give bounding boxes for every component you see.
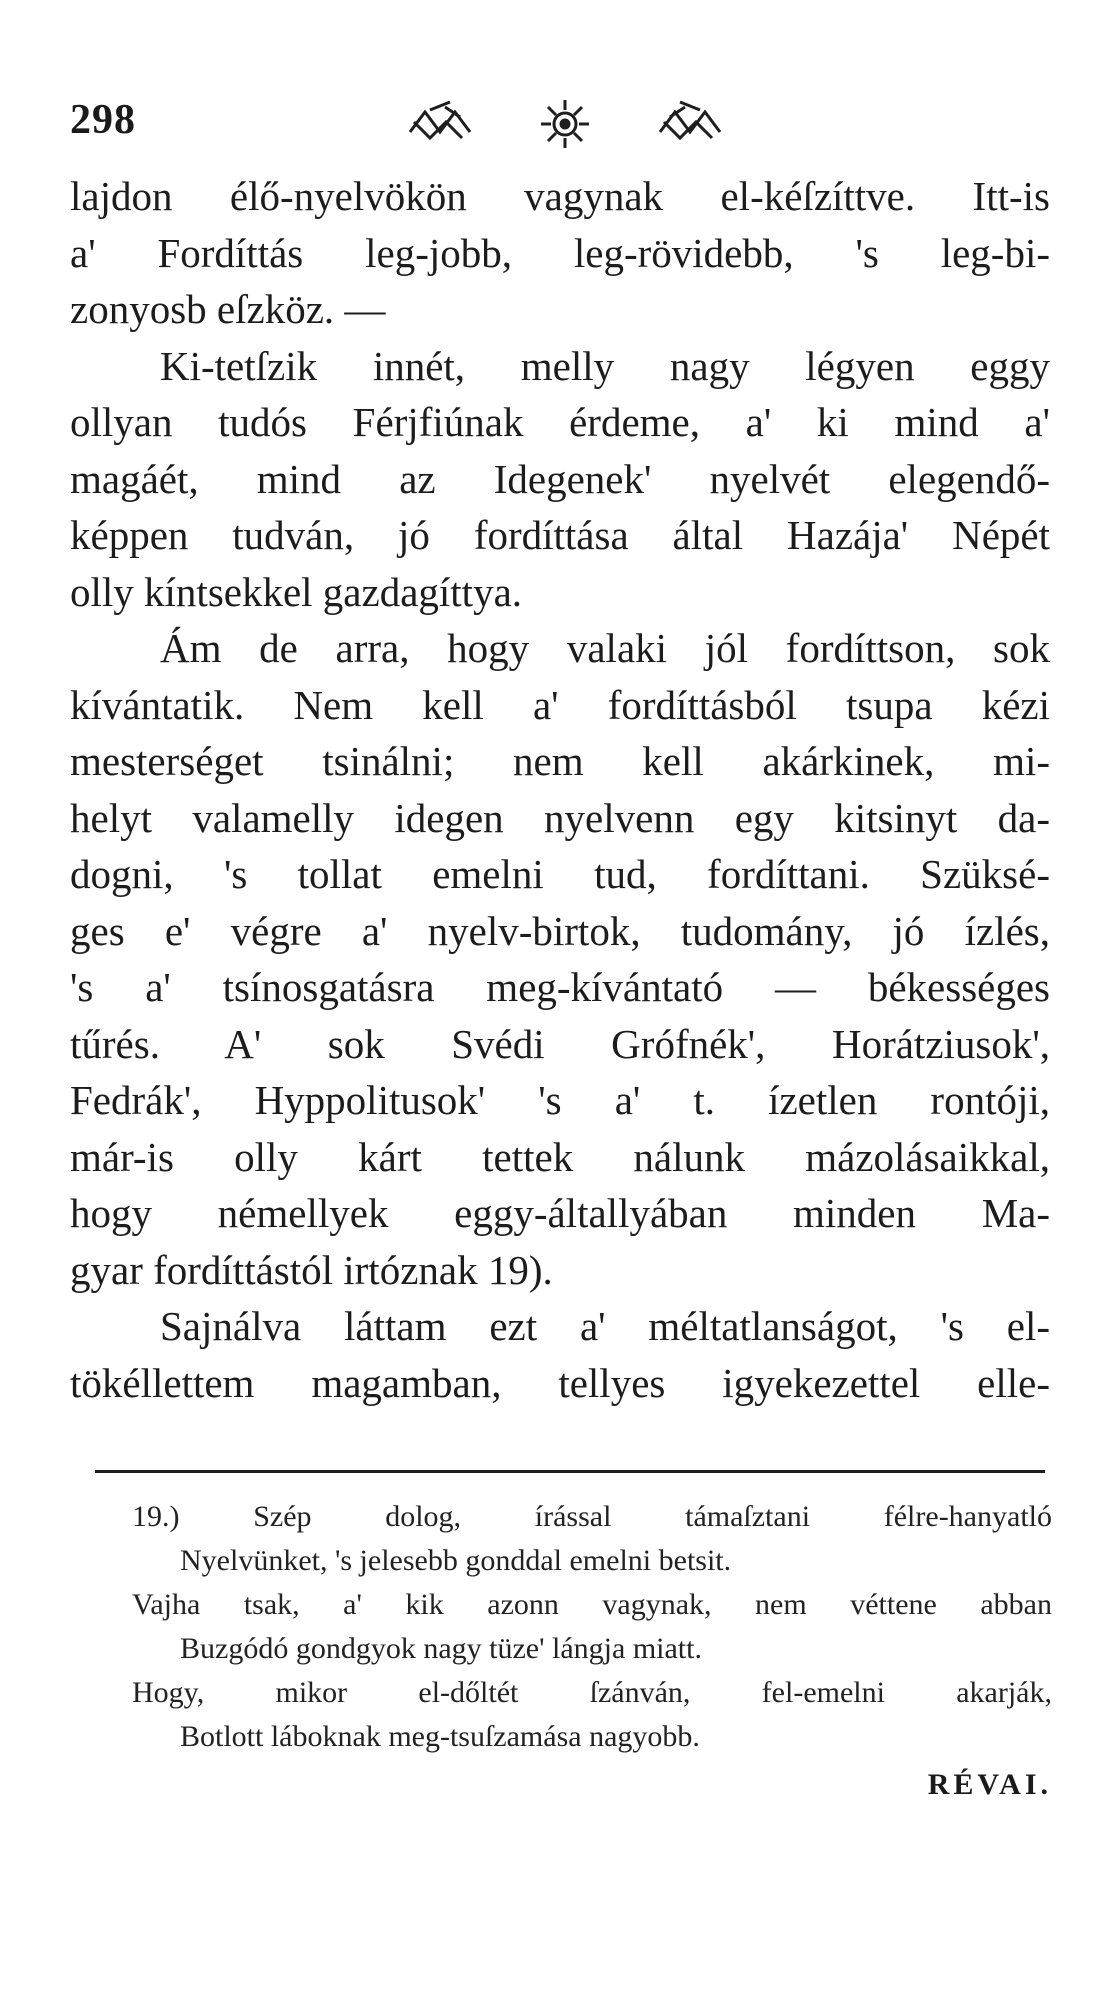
footnote-divider	[95, 1470, 1045, 1473]
text-line: gyar fordíttástól irtóznak 19).	[70, 1246, 553, 1293]
text-line: mesterséget tsinálni; nem kell akárkinek, mi-	[70, 738, 1050, 784]
footnote-line: Nyelvünket, 's jelesebb gonddal emelni betsit.	[180, 1544, 732, 1577]
footnote-line: Hogy, mikor el-dőltét ſzánván, fel-emelni akarják,	[132, 1676, 1052, 1709]
text-line: Fedrák', Hyppolitusok' 's a' t. ízetlen rontóji,	[70, 1077, 1050, 1123]
main-text	[70, 168, 1050, 1411]
text-line: dogni, 's tollat emelni tud, fordíttani. Szüksé-	[70, 851, 1050, 897]
text-line: zonyosb eſzköz. —	[70, 286, 386, 332]
text-line: 's a' tsínosgatásra meg-kívántató — békességes	[70, 964, 1050, 1010]
text-line: olly kíntsekkel gazdagíttya.	[70, 568, 523, 615]
footnote-signature: RÉVAI.	[927, 1768, 1052, 1801]
page-header	[70, 92, 1050, 162]
text-line: ges e' végre a' nyelv-birtok, tudomány, jó ízlés,	[70, 907, 1050, 954]
text-line: kívántatik. Nem kell a' fordíttásból tsupa kézi	[70, 681, 1050, 728]
text-line: már-is olly kárt tettek nálunk mázolásaikkal,	[70, 1133, 1050, 1180]
text-line: a' Fordíttás leg-jobb, leg-rövidebb, 's leg-bi-	[70, 229, 1050, 276]
text-line: tökéllettem magamban, tellyes igyekezettel elle-	[70, 1359, 1050, 1406]
text-line: képpen tudván, jó fordíttása által Hazája' Népét	[70, 512, 1050, 558]
text-line: magáét, mind az Idegenek' nyelvét elegendő-	[70, 455, 1050, 502]
footnote	[132, 1495, 1052, 1807]
footnote-line: Botlott láboknak meg-tsuſzamása nagyobb.	[180, 1720, 700, 1753]
text-line: ollyan tudós Férjfiúnak érdeme, a' ki mind a'	[70, 399, 1050, 445]
text-line: tűrés. A' sok Svédi Grófnék', Horátziusok',	[70, 1020, 1050, 1067]
decorative-ornament-icon	[400, 92, 730, 152]
footnote-line: Buzgódó gondgyok nagy tüze' lángja miatt.	[180, 1632, 702, 1665]
page-number: 298	[70, 97, 136, 143]
text-line: lajdon élő-nyelvökön vagynak el-kéſzíttve. Itt-is	[70, 173, 1050, 219]
footnote-line: Vajha tsak, a' kik azonn vagynak, nem véttene abban	[132, 1588, 1052, 1621]
footnote-line: 19.) Szép dolog, írással támaſztani félre-hanyatló	[132, 1500, 1052, 1533]
text-line: Ám de arra, hogy valaki jól fordíttson, sok	[160, 625, 1050, 671]
text-line: hogy némellyek eggy-általlyában minden Ma-	[70, 1190, 1050, 1236]
text-line: helyt valamelly idegen nyelvenn egy kitsinyt da-	[70, 794, 1050, 841]
text-line: Ki-tetſzik innét, melly nagy légyen eggy	[160, 342, 1050, 389]
text-line: Sajnálva láttam ezt a' méltatlanságot, 's el-	[160, 1303, 1050, 1349]
